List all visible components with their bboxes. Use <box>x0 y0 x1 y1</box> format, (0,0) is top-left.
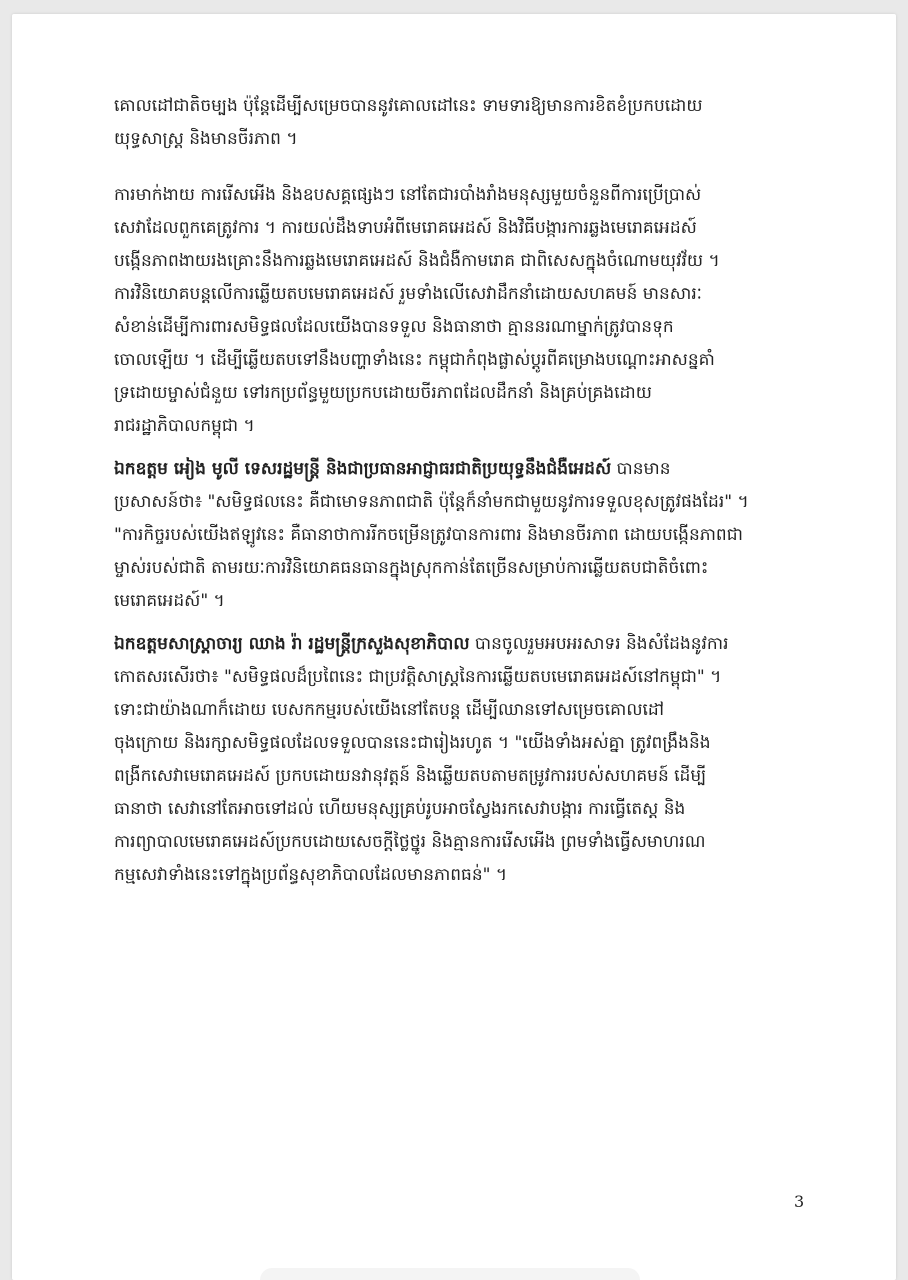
text-line: ចុងក្រោយ និងរក្សាសមិទ្ធផលដែលទទួលបាននេះជារៀងរហូត ។ "យើងទាំងអស់គ្នា ត្រូវពង្រឹងនិង <box>114 733 711 753</box>
text-line: សំខាន់ដើម្បីការពារសមិទ្ធផលដែលយើងបានទទួល និងធានាថា គ្មាននរណាម្នាក់ត្រូវបានទុក <box>114 317 674 337</box>
text-line: កម្មសេវាទាំងនេះទៅក្នុងប្រព័ន្ធសុខាភិបាលដែលមានភាពធន់" ។ <box>114 865 508 885</box>
text-line: គោលដៅជាតិចម្បង ប៉ុន្តែដើម្បីសម្រេចបាននូវគោលដៅនេះ ទាមទារឱ្យមានការខិតខំប្រកបដោយ <box>114 96 703 116</box>
next-page-edge <box>260 1268 640 1280</box>
text-line: ការព្យាបាលមេរោគអេដស៍ប្រកបដោយសេចក្តីថ្លៃថ្នូរ និងគ្មានការរើសអើង ព្រមទាំងធ្វើសមាហរណ <box>114 832 706 852</box>
text-span: បានចូលរួមអបអរសាទរ និងសំដែងនូវការ <box>469 634 729 654</box>
text-line: បង្កើនភាពងាយរងគ្រោះនឹងការឆ្លងមេរោគអេដស៍ និងជំងឺកាមរោគ ជាពិសេសក្នុងចំណោមយុវវ័យ ។ <box>114 251 720 271</box>
text-line: ធានាថា សេវានៅតែអាចទៅដល់ ហើយមនុស្សគ្រប់រូបអាចស្វែងរកសេវាបង្ការ ការធ្វើតេស្ត និង <box>114 799 686 819</box>
text-line: ម្ចាស់របស់ជាតិ តាមរយៈការវិនិយោគធនធានក្នុងស្រុកកាន់តែច្រើនសម្រាប់ការឆ្លើយតបជាតិចំពោះ <box>114 558 709 578</box>
text-line: "ការកិច្ចរបស់យើងឥឡូវនេះ គឺធានាថាការរីកចម្រើនត្រូវបានការពារ និងមានចីរភាព ដោយបង្កើនភាពជា <box>114 525 743 545</box>
text-line: ទ្រដោយម្ចាស់ជំនួយ ទៅរកប្រព័ន្ធមួយប្រកបដោយចីរភាពដែលដឹកនាំ និងគ្រប់គ្រងដោយ <box>114 383 652 403</box>
text-span: បានមាន <box>611 459 671 479</box>
speaker-name: ឯកឧត្តម អៀង មូលី ទេសរដ្ឋមន្ត្រី និងជាប្រធានអាជ្ញាធរជាតិប្រយុទ្ធនឹងជំងឺអេដស៍ <box>114 459 612 479</box>
speaker-name: ឯកឧត្តមសាស្ត្រាចារ្យ ឈាង រ៉ា រដ្ឋមន្ត្រីក្រសួងសុខាភិបាល <box>114 634 470 654</box>
paragraph-2 <box>114 179 806 443</box>
text-line: រាជរដ្ឋាភិបាលកម្ពុជា ។ <box>114 416 255 436</box>
text-line <box>114 628 806 661</box>
text-line <box>114 453 806 486</box>
page-number: 3 <box>794 1192 805 1211</box>
text-line: ចោលឡើយ ។ ដើម្បីឆ្លើយតបទៅនឹងបញ្ហាទាំងនេះ កម្ពុជាកំពុងផ្លាស់ប្តូរពីគម្រោងបណ្តោះអាសន្នគាំ <box>114 350 715 370</box>
text-line: ទោះជាយ៉ាងណាក៏ដោយ បេសកកម្មរបស់យើងនៅតែបន្ត ដើម្បីឈានទៅសម្រេចគោលដៅ <box>114 700 665 720</box>
text-line: កោតសរសើរថា៖ "សមិទ្ធផលដ៏ប្រពៃនេះ ជាប្រវត្តិសាស្ត្រនៃការឆ្លើយតបមេរោគអេដស៍នៅកម្ពុជា" ។ <box>114 667 722 687</box>
text-line: ប្រសាសន៍ថា៖ "សមិទ្ធផលនេះ គឺជាមោទនភាពជាតិ ប៉ុន្តែក៏នាំមកជាមួយនូវការទទួលខុសត្រូវផងដែរ" ។ <box>114 492 749 512</box>
document-body <box>114 90 806 892</box>
text-line: ពង្រីកសេវាមេរោគអេដស៍ ប្រកបដោយនវានុវត្តន៍ និងឆ្លើយតបតាមតម្រូវការរបស់សហគមន៍ ដើម្បី <box>114 766 707 786</box>
text-line: មេរោគអេដស៍" ។ <box>114 591 225 611</box>
text-line: សេវាដែលពួកគេត្រូវការ ។ ការយល់ដឹងទាបអំពីមេរោគអេដស៍ និងវិធីបង្ការការឆ្លងមេរោគអេដស៍ <box>114 218 697 238</box>
text-line: ការវិនិយោគបន្តលើការឆ្លើយតបមេរោគអេដស៍ រួមទាំងលើសេវាដឹកនាំដោយសហគមន៍ មានសារៈ <box>114 284 702 304</box>
text-line: ការមាក់ងាយ ការរើសអើង និងឧបសគ្គផ្សេងៗ នៅតែជារបាំងរាំងមនុស្សមួយចំនួនពីការប្រើប្រាស់ <box>114 185 702 205</box>
paragraph-1 <box>114 90 806 156</box>
text-line: យុទ្ធសាស្ត្រ និងមានចីរភាព ។ <box>114 129 298 149</box>
document-page <box>12 14 896 1280</box>
paragraph-4 <box>114 628 806 892</box>
paragraph-3 <box>114 453 806 618</box>
